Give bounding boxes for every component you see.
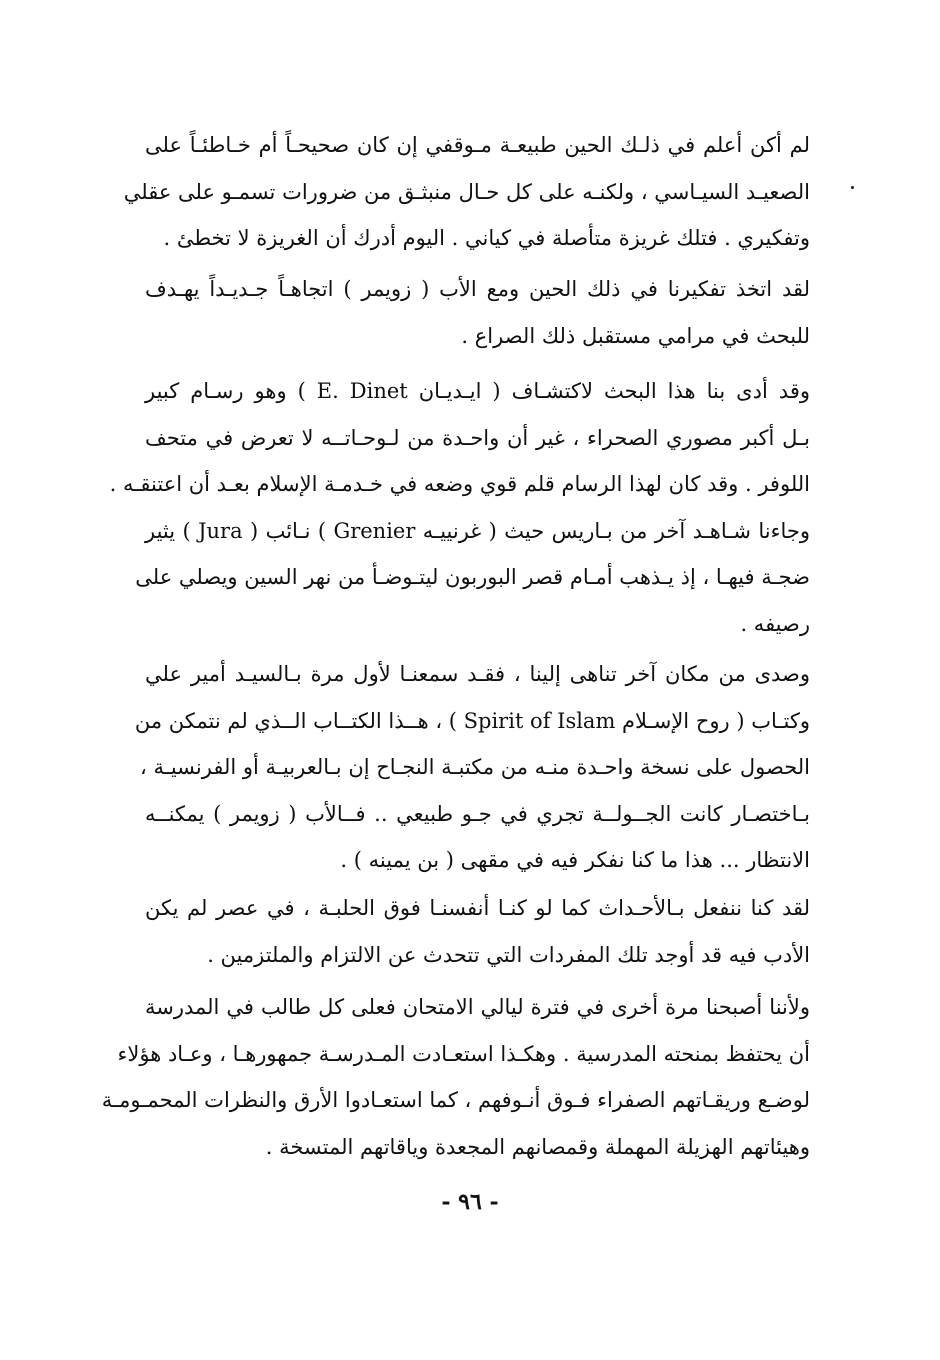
text-line: وكتـاب ( روح الإسـلام Spirit of Islam ) ، هــذا الكتــاب الــذي لم نتمكن من bbox=[134, 708, 810, 733]
text-line: ولأننا أصبحنا مرة أخرى في فترة ليالي الامتحان فعلى كل طالب في المدرسة bbox=[145, 995, 810, 1019]
text-line: لم أكن أعلم في ذلـك الحين طبيعـة مـوقفي إن كان صحيحـاً أم خـاطئـاً على bbox=[145, 133, 810, 157]
paragraph-3 bbox=[109, 368, 810, 647]
text-line: بـل أكبر مصوري الصحراء ، غير أن واحـدة من لـوحـاتــه لا تعرض في متحف bbox=[145, 425, 810, 450]
text-line: بـاختصـار كانت الجــولــة تجري في جـو طبيعي .. فــالأب ( زويمر ) يمكنــه bbox=[145, 801, 810, 826]
paragraph-4 bbox=[134, 651, 810, 884]
text-line: الأدب فيه قد أوجد تلك المفردات التي تتحدث عن الالتزام والملتزمين . bbox=[207, 942, 810, 967]
text-line: وهيئاتهم الهزيلة المهملة وقمصانهم المجعدة وياقاتهم المتسخة . bbox=[265, 1134, 810, 1159]
paragraph-6 bbox=[101, 984, 810, 1170]
text-line: وتفكيري . فتلك غريزة متأصلة في كياني . اليوم أدرك أن الغريزة لا تخطئ . bbox=[163, 226, 810, 250]
text-line: وقد أدى بنا هذا البحث لاكتشـاف ( ايـديـان E. Dinet ) وهو رسـام كبير bbox=[145, 379, 810, 403]
margin-dot bbox=[851, 186, 854, 189]
text-line: وجاءنا شـاهـد آخر من بـاريس حيث ( غرنييـه Grenier ) نـائب ( Jura ) يثير bbox=[145, 518, 810, 543]
text-line: للبحث في مرامي مستقبل ذلك الصراع . bbox=[461, 323, 810, 348]
text-line: الصعيـد السيـاسي ، ولكنـه على كل حـال منبثـق من ضرورات تسمـو على عقلي bbox=[123, 179, 810, 204]
paragraph-5 bbox=[145, 885, 810, 978]
text-line: ضجـة فيهـا ، إذ يـذهب أمـام قصر البوربون ليتـوضـأ من نهر السين ويصلي على bbox=[135, 565, 810, 589]
text-line: أن يحتفظ بمنحته المدرسية . وهكـذا استعـادت المـدرسـة جمهورهـا ، وعـاد هؤلاء bbox=[117, 1041, 810, 1066]
text-line: لقد اتخذ تفكيرنا في ذلك الحين ومع الأب ( زويمر ) اتجاهـاً جـديـداً يهـدف bbox=[145, 277, 810, 301]
text-line: وصدى من مكان آخر تناهى إلينا ، فقـد سمعنـا لأول مرة بـالسيـد أمير علي bbox=[145, 662, 810, 686]
text-line: الانتظار ... هذا ما كنا نفكر فيه في مقهى ( بن يمينه ) . bbox=[340, 848, 810, 872]
paragraph-2 bbox=[145, 266, 810, 359]
text-line: اللوفر . وقد كان لهذا الرسام قلم قوي وضعه في خـدمـة الإسلام بعـد أن اعتنقـه . bbox=[109, 472, 810, 496]
page-number: - ٩٦ - bbox=[441, 1189, 499, 1215]
paragraph-1 bbox=[123, 122, 810, 262]
text-line: لقد كنا ننفعل بـالأحـداث كما لو كنـا أنفسنـا فوق الحلبـة ، في عصر لم يكن bbox=[145, 896, 810, 920]
text-line: لوضـع وريقـاتهم الصفراء فـوق أنـوفهم ، كما استعـادوا الأرق والنظرات المحمـومـة bbox=[101, 1088, 810, 1112]
text-line: رصيفه . bbox=[740, 611, 810, 636]
text-line: الحصول على نسخة واحـدة منـه من مكتبـة النجـاح إن بـالعربيـة أو الفرنسيـة ، bbox=[139, 755, 810, 779]
